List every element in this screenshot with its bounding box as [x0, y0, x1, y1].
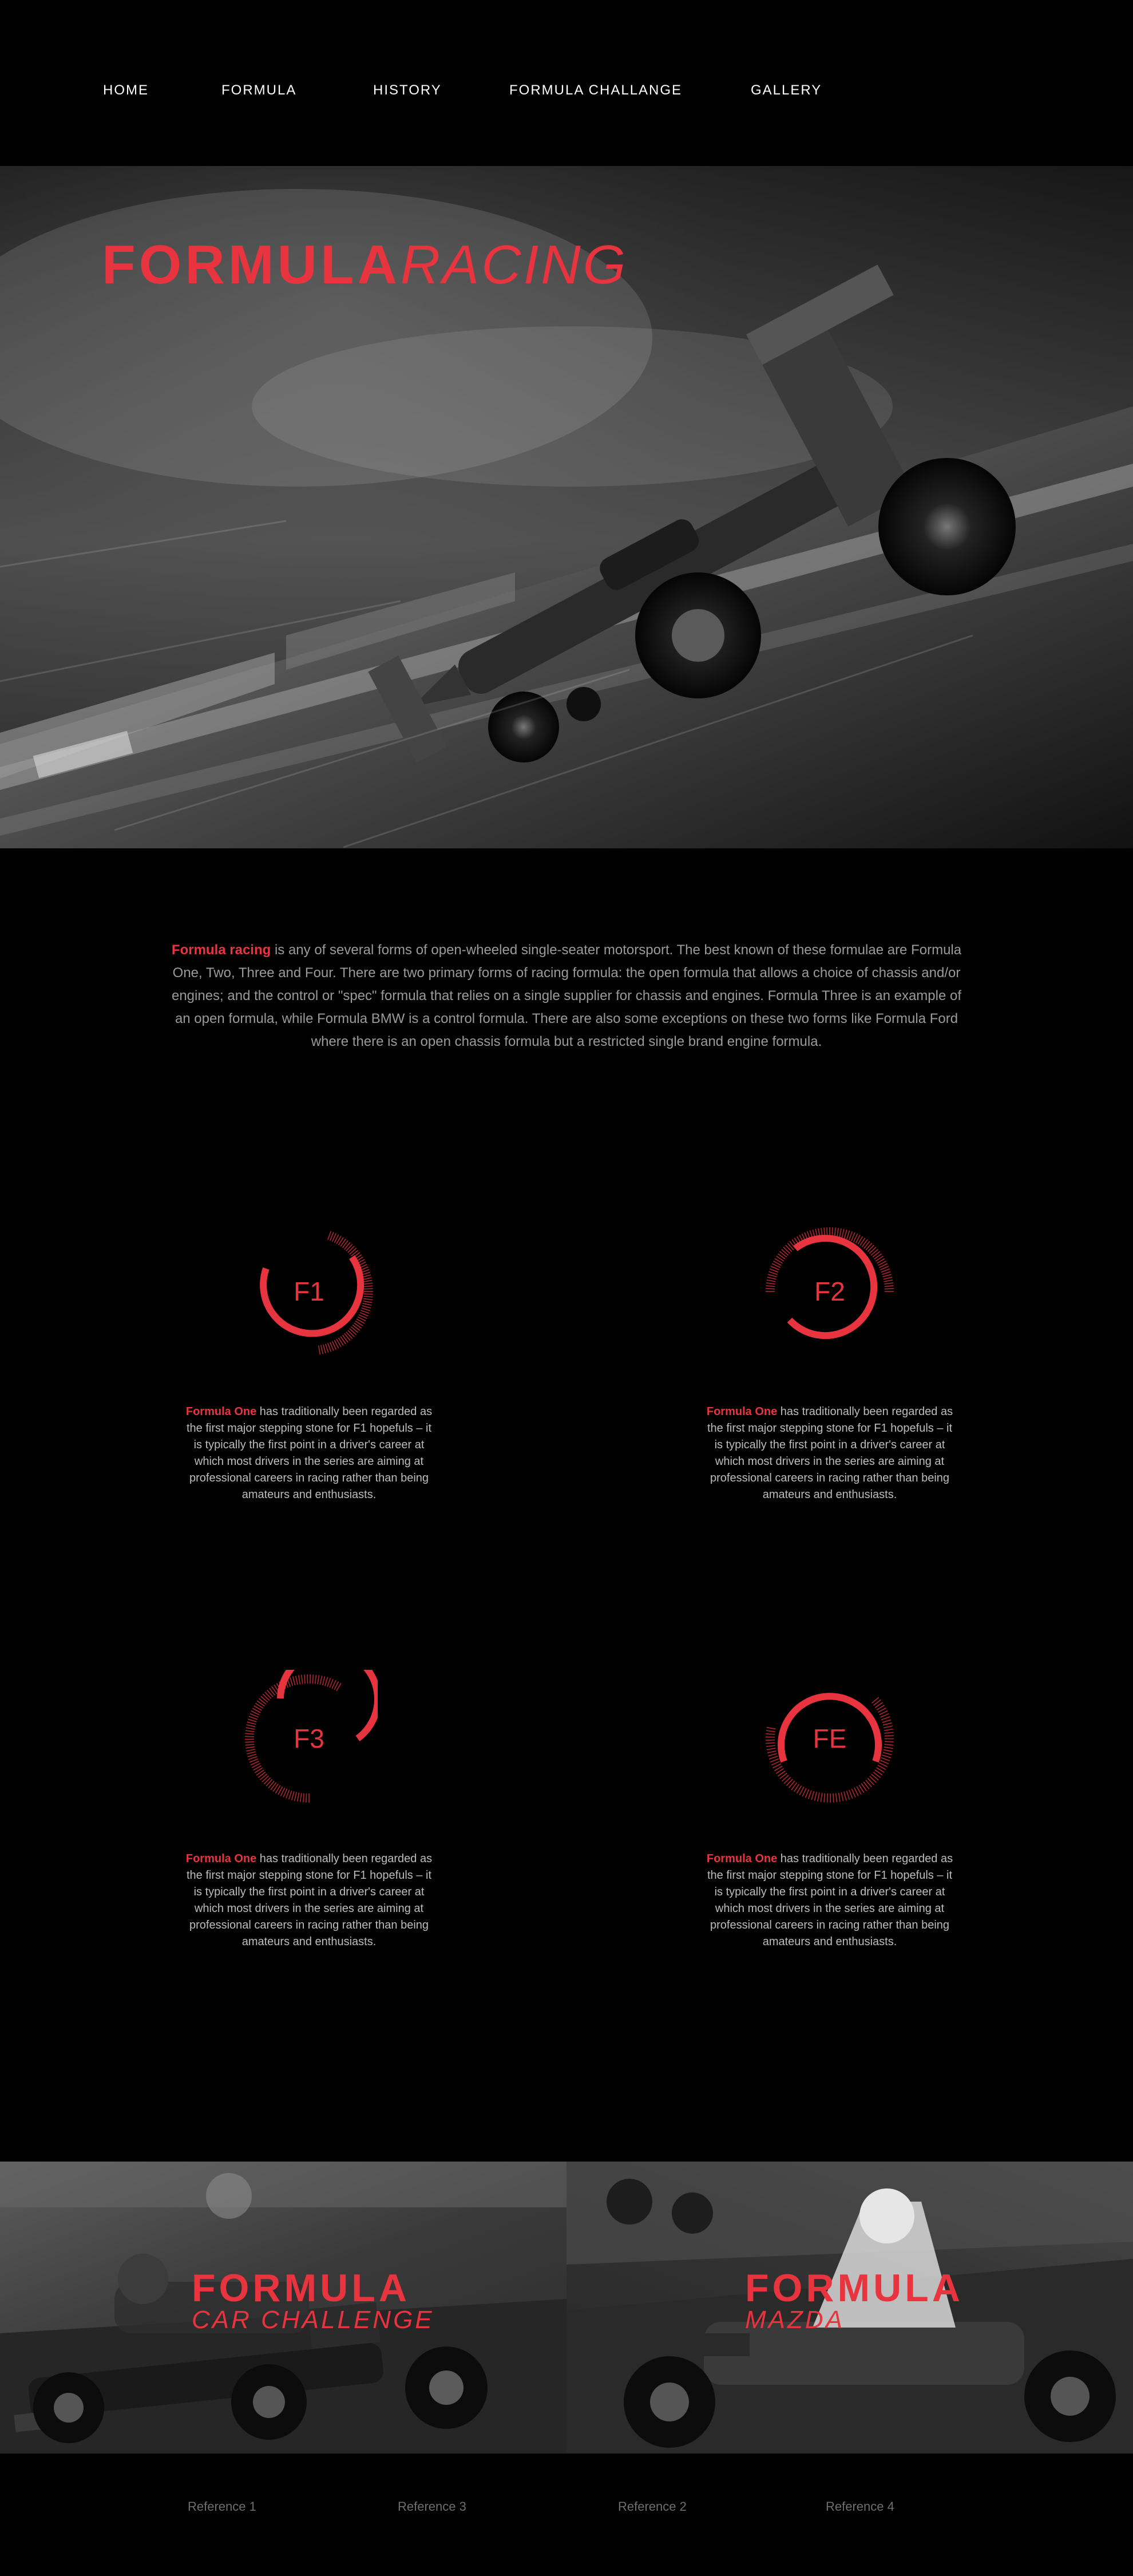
- category-highlight: Formula One: [706, 1405, 778, 1418]
- reference-3-link[interactable]: Reference 3: [398, 2499, 466, 2514]
- intro-paragraph: [166, 939, 967, 1053]
- hero-title: [102, 234, 628, 297]
- nav-item-gallery[interactable]: GALLERY: [751, 82, 822, 98]
- nav-item-formula-challange[interactable]: FORMULA CHALLANGE: [509, 82, 683, 98]
- category-text: has traditionally been regarded as the first major stepping stone for F1 hopefuls – it is typically the first point in a driver's career at which most drivers in the series are aiming at professional careers in racing rather than being amateurs and enthusiasts.: [187, 1405, 433, 1501]
- category-f3: [183, 1670, 435, 1967]
- promo-subtitle: CAR CHALLENGE: [192, 2306, 434, 2334]
- category-text: has traditionally been regarded as the first major stepping stone for F1 hopefuls – it is typically the first point in a driver's career at which most drivers in the series are aiming at professional careers in racing rather than being amateurs and enthusiasts.: [707, 1405, 953, 1501]
- category-highlight: Formula One: [185, 1852, 257, 1865]
- hero-banner: [0, 166, 1133, 848]
- intro-text: is any of several forms of open-wheeled single-seater motorsport. The best known of these formulae are Formula One, Two, Three and Four. There are two primary forms of racing formula: the open formula that allows a choice of chassis and/or engines; and the control or "spec" formula that relies on a single supplier for chassis and engines. Formula Three is an example of an open formula, while Formula BMW is a control formula. There are also some exceptions on these two forms like Formula Ford where there is an open chassis formula but a restricted single brand engine formula.: [171, 942, 962, 1049]
- category-description: [183, 1851, 435, 1950]
- reference-2-link[interactable]: Reference 2: [618, 2499, 687, 2514]
- category-f1: [183, 1223, 435, 1520]
- references-footer: [0, 2453, 1133, 2576]
- category-description: [704, 1404, 956, 1503]
- promo-card-mazda[interactable]: [566, 2162, 1133, 2453]
- promo-title: FORMULA: [745, 2266, 964, 2310]
- category-description: [704, 1851, 956, 1950]
- intro-highlight: Formula racing: [171, 942, 271, 958]
- reference-4-link[interactable]: Reference 4: [826, 2499, 894, 2514]
- category-label: F1: [294, 1277, 324, 1306]
- nav-item-history[interactable]: HISTORY: [373, 82, 442, 98]
- main-nav: [0, 0, 1133, 166]
- category-highlight: Formula One: [185, 1405, 257, 1418]
- category-fe: [704, 1670, 956, 1967]
- promo-subtitle: MAZDA: [745, 2306, 845, 2334]
- category-label: F3: [294, 1724, 324, 1753]
- hero-title-bold: FORMULA: [102, 234, 401, 295]
- promo-title: FORMULA: [192, 2266, 410, 2310]
- hero-title-light: RACING: [400, 234, 628, 295]
- category-description: [183, 1404, 435, 1503]
- category-label: FE: [813, 1724, 847, 1753]
- category-label: F2: [814, 1277, 845, 1306]
- category-highlight: Formula One: [706, 1852, 778, 1865]
- category-f2: [704, 1223, 956, 1520]
- category-text: has traditionally been regarded as the first major stepping stone for F1 hopefuls – it is typically the first point in a driver's career at which most drivers in the series are aiming at professional careers in racing rather than being amateurs and enthusiasts.: [187, 1852, 433, 1948]
- reference-1-link[interactable]: Reference 1: [188, 2499, 256, 2514]
- promo-card-car-challenge[interactable]: [0, 2162, 566, 2453]
- nav-item-home[interactable]: HOME: [103, 82, 149, 98]
- category-text: has traditionally been regarded as the first major stepping stone for F1 hopefuls – it is typically the first point in a driver's career at which most drivers in the series are aiming at professional careers in racing rather than being amateurs and enthusiasts.: [707, 1852, 953, 1948]
- nav-item-formula[interactable]: FORMULA: [221, 82, 297, 98]
